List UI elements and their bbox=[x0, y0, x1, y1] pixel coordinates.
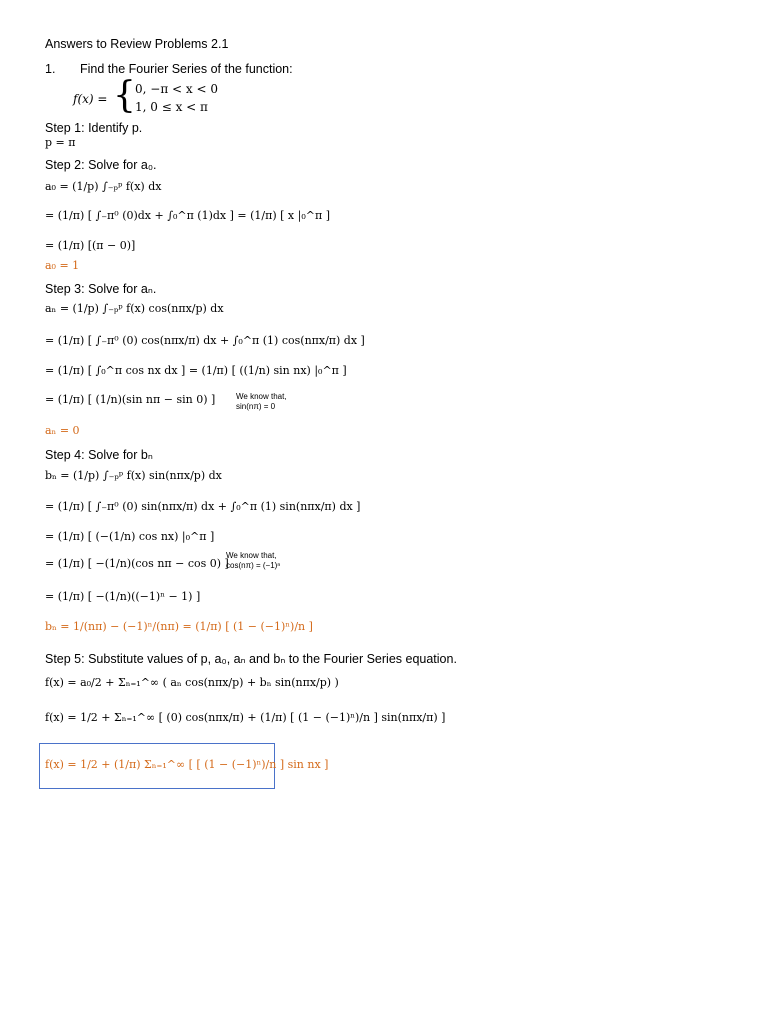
piecewise-lhs: f(x) = bbox=[73, 92, 108, 106]
step5-line-1: f(x) = a₀/2 + Σₙ₌₁^∞ ( aₙ cos(nπx/p) + bₙ sin(nπx/p) ) bbox=[45, 676, 339, 689]
step3-line-2: = (1/π) [ ∫₋π⁰ (0) cos(nπx/π) dx + ∫₀^π (1) cos(nπx/π) dx ] bbox=[45, 334, 365, 347]
step4-line-2: = (1/π) [ ∫₋π⁰ (0) sin(nπx/π) dx + ∫₀^π (1) sin(nπx/π) dx ] bbox=[45, 500, 361, 513]
piecewise-case-1: 0, −π < x < 0 bbox=[135, 82, 218, 96]
step2-line-1: a₀ = (1/p) ∫₋ₚᵖ f(x) dx bbox=[45, 180, 162, 193]
document-title: Answers to Review Problems 2.1 bbox=[45, 37, 229, 51]
step4-result: bₙ = 1/(nπ) − (−1)ⁿ/(nπ) = (1/π) [ (1 − (−1)ⁿ)/n ] bbox=[45, 620, 313, 633]
piecewise-brace: { bbox=[113, 75, 136, 116]
step3-line-4: = (1/π) [ (1/n)(sin nπ − sin 0) ] bbox=[45, 393, 216, 406]
step2-result: a₀ = 1 bbox=[45, 259, 80, 272]
step1-line-1: p = π bbox=[45, 136, 76, 149]
problem-number: 1. bbox=[45, 62, 56, 76]
step2-line-3: = (1/π) [(π − 0)] bbox=[45, 239, 136, 252]
step4-line-4: = (1/π) [ −(1/n)(cos nπ − cos 0) ] bbox=[45, 557, 229, 570]
step3-result: aₙ = 0 bbox=[45, 424, 80, 437]
step4-line-1: bₙ = (1/p) ∫₋ₚᵖ f(x) sin(nπx/p) dx bbox=[45, 469, 222, 482]
step3-line-3: = (1/π) [ ∫₀^π cos nx dx ] = (1/π) [ ((1/n) sin nx) |₀^π ] bbox=[45, 364, 347, 377]
step4-note: We know that, cos(nπ) = (−1)ⁿ bbox=[226, 551, 281, 570]
step2-line-2: = (1/π) [ ∫₋π⁰ (0)dx + ∫₀^π (1)dx ] = (1/π) [ x |₀^π ] bbox=[45, 209, 330, 222]
step3-heading: Step 3: Solve for aₙ. bbox=[45, 282, 157, 296]
step5-heading: Step 5: Substitute values of p, a₀, aₙ and bₙ to the Fourier Series equation. bbox=[45, 652, 457, 666]
piecewise-case-2: 1, 0 ≤ x < π bbox=[135, 100, 208, 114]
final-answer: f(x) = 1/2 + (1/π) Σₙ₌₁^∞ [ [ (1 − (−1)ⁿ)/n ] sin nx ] bbox=[45, 758, 329, 771]
step1-heading: Step 1: Identify p. bbox=[45, 121, 143, 135]
piecewise-function bbox=[73, 75, 283, 120]
step4-heading: Step 4: Solve for bₙ bbox=[45, 448, 153, 462]
step4-line-3: = (1/π) [ (−(1/n) cos nx) |₀^π ] bbox=[45, 530, 215, 543]
step2-heading: Step 2: Solve for a₀. bbox=[45, 158, 157, 172]
problem-statement: Find the Fourier Series of the function: bbox=[80, 62, 293, 76]
step4-line-5: = (1/π) [ −(1/n)((−1)ⁿ − 1) ] bbox=[45, 590, 201, 603]
final-answer-box bbox=[39, 743, 329, 789]
step3-line-1: aₙ = (1/p) ∫₋ₚᵖ f(x) cos(nπx/p) dx bbox=[45, 302, 224, 315]
step5-line-2: f(x) = 1/2 + Σₙ₌₁^∞ [ (0) cos(nπx/π) + (1/π) [ (1 − (−1)ⁿ)/n ] sin(nπx/π) ] bbox=[45, 711, 446, 724]
step3-note: We know that, sin(nπ) = 0 bbox=[236, 392, 287, 411]
